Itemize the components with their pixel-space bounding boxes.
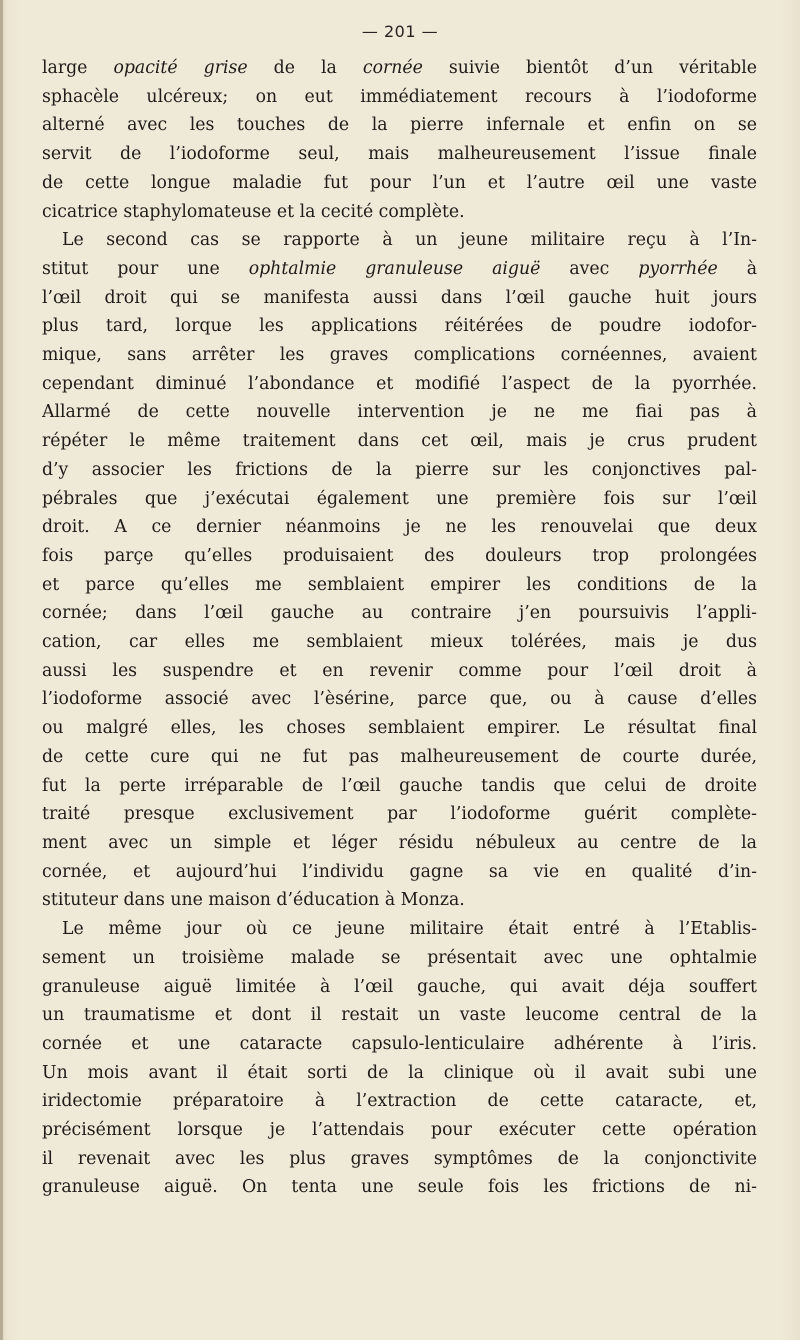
text-line bbox=[42, 829, 757, 858]
text-line bbox=[42, 886, 757, 915]
text-run: un traumatisme et dont il restait un vaste leucome central de la bbox=[42, 1005, 757, 1026]
text-run: et parce qu’elles me semblaient empirer les conditions de la bbox=[42, 574, 757, 595]
text-line bbox=[42, 542, 757, 571]
text-run: ou malgré elles, les choses semblaient empirer. Le résultat final bbox=[42, 718, 757, 739]
text-run: Le même jour où ce jeune militaire était entré à l’Etablis- bbox=[62, 919, 757, 940]
text-line bbox=[42, 140, 757, 169]
text-line bbox=[42, 800, 757, 829]
text-line bbox=[42, 198, 757, 227]
text-run: cependant diminué l’abondance et modifié l’aspect de la pyorrhée. bbox=[42, 373, 757, 394]
text-run: l’œil droit qui se manifesta aussi dans l’œil gauche huit jours bbox=[42, 287, 757, 308]
text-line bbox=[42, 657, 757, 686]
text-line bbox=[42, 973, 757, 1002]
text-line bbox=[42, 1030, 757, 1059]
text-line bbox=[42, 628, 757, 657]
text-line bbox=[42, 944, 757, 973]
text-run: répéter le même traitement dans cet œil, mais je crus prudent bbox=[42, 431, 757, 452]
text-line bbox=[42, 456, 757, 485]
text-run: pébrales que j’exécutai également une première fois sur l’œil bbox=[42, 488, 757, 509]
text-run: sphacèle ulcéreux; on eut immédiatement recours à l’iodoforme bbox=[42, 86, 757, 107]
page-edge-shadow bbox=[0, 0, 3, 1340]
text-run: mique, sans arrêter les graves complications cornéennes, avaient bbox=[42, 345, 757, 366]
italic-term: pyorrhée bbox=[638, 258, 718, 279]
text-run: d’y associer les frictions de la pierre sur les conjonctives pal- bbox=[42, 459, 757, 480]
text-line bbox=[42, 714, 757, 743]
text-line bbox=[42, 312, 757, 341]
text-run: cornée et une cataracte capsulo-lenticulaire adhérente à l’iris. bbox=[42, 1033, 757, 1054]
text-run: aussi les suspendre et en revenir comme pour l’œil droit à bbox=[42, 660, 757, 681]
text-run: de la bbox=[247, 58, 363, 78]
italic-term: ophtalmie granuleuse aiguë bbox=[248, 258, 541, 279]
text-line bbox=[42, 255, 757, 284]
text-run: Le second cas se rapporte à un jeune militaire reçu à l’In- bbox=[62, 230, 757, 251]
text-line bbox=[42, 341, 757, 370]
text-run: plus tard, lorque les applications réitérées de poudre iodofor- bbox=[42, 316, 757, 337]
text-line bbox=[42, 427, 757, 456]
italic-term: opacité grise bbox=[113, 58, 248, 78]
body-text bbox=[42, 54, 757, 1202]
text-run: iridectomie préparatoire à l’extraction de cette cataracte, et, bbox=[42, 1091, 757, 1112]
text-line bbox=[42, 513, 757, 542]
text-run: ment avec un simple et léger résidu nébuleux au centre de la bbox=[42, 832, 757, 853]
text-run: l’iodoforme associé avec l’èsérine, parce que, ou à cause d’elles bbox=[42, 689, 757, 710]
text-run: cation, car elles me semblaient mieux tolérées, mais je dus bbox=[42, 632, 757, 653]
text-line bbox=[42, 398, 757, 427]
text-run: cornée; dans l’œil gauche au contraire j’en poursuivis l’appli- bbox=[42, 603, 757, 624]
text-line bbox=[42, 743, 757, 772]
text-run: granuleuse aiguë. On tenta une seule fois les frictions de ni- bbox=[42, 1177, 757, 1198]
text-run: servit de l’iodoforme seul, mais malheureusement l’issue finale bbox=[42, 144, 757, 165]
text-line bbox=[42, 370, 757, 399]
text-line bbox=[42, 1173, 757, 1202]
text-run: de cette longue maladie fut pour l’un et l’autre œil une vaste bbox=[42, 172, 757, 193]
text-run: il revenait avec les plus graves symptômes de la conjonctivite bbox=[42, 1148, 757, 1169]
text-run: traité presque exclusivement par l’iodoforme guérit complète- bbox=[42, 804, 757, 825]
text-line bbox=[42, 599, 757, 628]
text-line bbox=[42, 1145, 757, 1174]
text-line bbox=[42, 915, 757, 944]
text-line bbox=[42, 1059, 757, 1088]
text-run: Allarmé de cette nouvelle intervention je ne me fiai pas à bbox=[42, 402, 757, 423]
text-line bbox=[42, 685, 757, 714]
text-run: Un mois avant il était sorti de la clinique où il avait subi une bbox=[42, 1062, 757, 1083]
text-run: fois parçe qu’elles produisaient des douleurs trop prolongées bbox=[42, 545, 757, 566]
text-line bbox=[42, 284, 757, 313]
text-line bbox=[42, 54, 757, 83]
text-run: avec bbox=[540, 258, 639, 279]
text-run: fut la perte irréparable de l’œil gauche tandis que celui de droite bbox=[42, 775, 757, 796]
text-line bbox=[42, 485, 757, 514]
text-run: droit. A ce dernier néanmoins je ne les renouvelai que deux bbox=[42, 517, 757, 538]
text-line bbox=[42, 571, 757, 600]
text-line bbox=[42, 169, 757, 198]
text-line bbox=[42, 1116, 757, 1145]
page-number: — 201 — bbox=[361, 22, 439, 41]
text-line bbox=[42, 226, 757, 255]
text-run: cicatrice staphylomateuse et la cecité complète. bbox=[42, 201, 465, 222]
italic-term: cornée bbox=[362, 58, 423, 78]
text-line bbox=[42, 1087, 757, 1116]
text-run: de cette cure qui ne fut pas malheureusement de courte durée, bbox=[42, 746, 757, 767]
text-line bbox=[42, 83, 757, 112]
text-run: cornée, et aujourd’hui l’individu gagne sa vie en qualité d’in- bbox=[42, 861, 757, 882]
text-line bbox=[42, 858, 757, 887]
text-line bbox=[42, 111, 757, 140]
text-run: suivie bientôt d’un véritable bbox=[422, 58, 757, 78]
text-run: alterné avec les touches de la pierre infernale et enfin on se bbox=[42, 115, 757, 136]
text-run: stitut pour une bbox=[42, 258, 249, 279]
text-line bbox=[42, 772, 757, 801]
text-run: stituteur dans une maison d’éducation à Monza. bbox=[42, 890, 465, 911]
text-run: large bbox=[42, 58, 114, 78]
text-run: granuleuse aiguë limitée à l’œil gauche, qui avait déja souffert bbox=[42, 976, 757, 997]
text-run: sement un troisième malade se présentait avec une ophtalmie bbox=[42, 947, 757, 968]
text-run: à bbox=[717, 258, 757, 279]
text-line bbox=[42, 1001, 757, 1030]
text-run: précisément lorsque je l’attendais pour exécuter cette opération bbox=[42, 1120, 757, 1141]
